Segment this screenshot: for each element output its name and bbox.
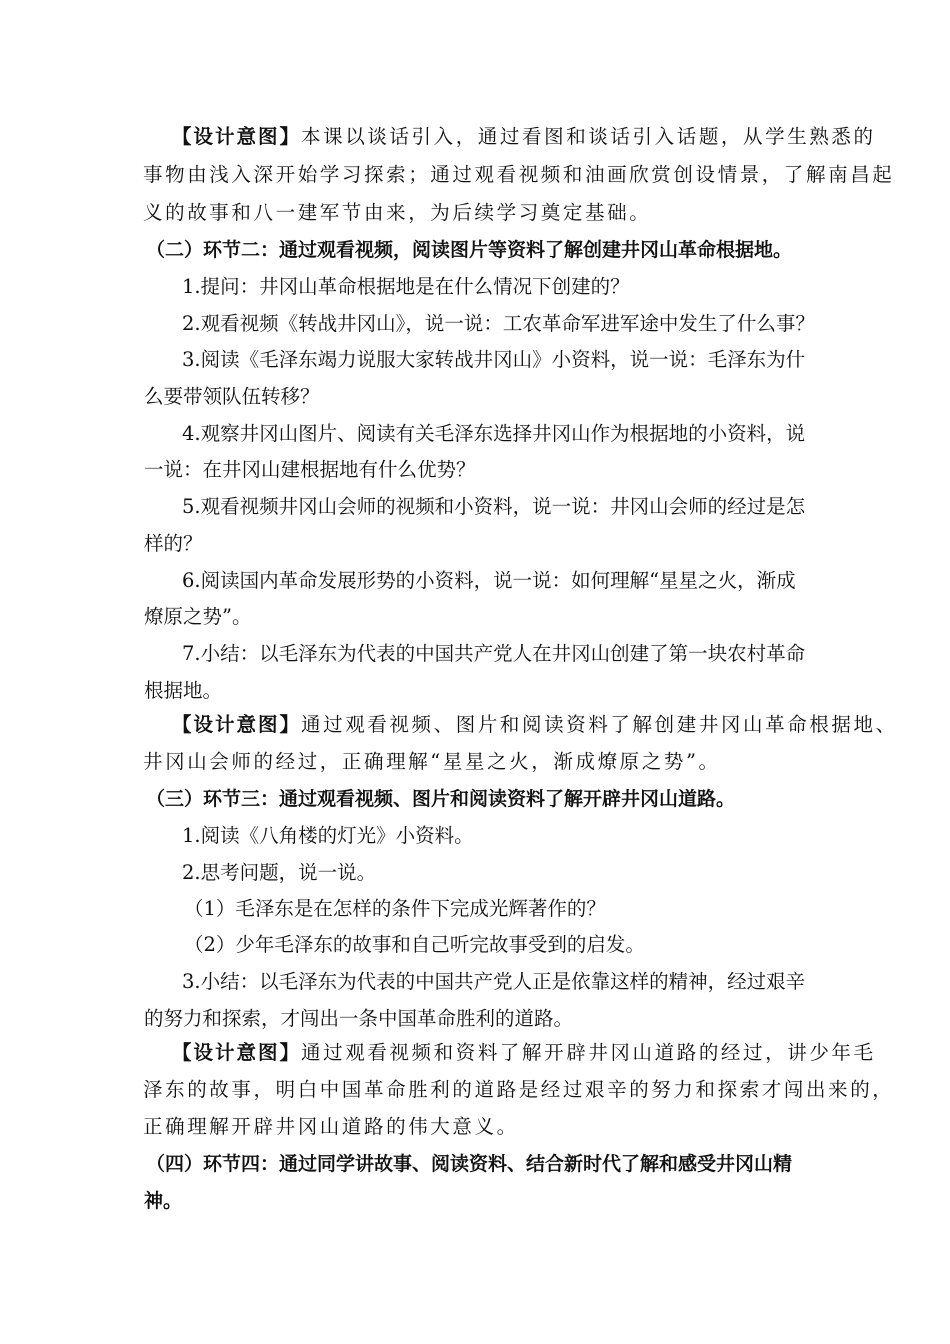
list-item-continuation: 么要带领队伍转移？ [144,385,320,408]
section-heading-2: （二）环节二：通过观看视频，阅读图片等资料了解创建井冈山革命根据地。 [146,239,793,261]
paragraph-line: 泽东的故事，明白中国革命胜利的道路是经过艰辛的努力和探索才闯出来的， [143,1078,895,1101]
section-heading-3: （三）环节三：通过观看视频、图片和阅读资料了解开辟井冈山道路。 [146,788,736,810]
paragraph-line: 井冈山会师的经过，正确理解“星星之火，渐成燎原之势”。 [143,750,721,773]
list-item: 2.观看视频《转战井冈山》，说一说：工农革命军进军途中发生了什么事？ [182,312,815,335]
paragraph-line: 义的故事和八一建军节由来，为后续学习奠定基础。 [143,201,652,224]
list-item-continuation: 一说：在井冈山建根据地有什么优势？ [144,458,476,481]
paragraph-text: 通过观看视频、图片和阅读资料了解创建井冈山革命根据地、 [301,713,898,736]
list-item-continuation: 根据地。 [144,679,223,702]
list-item-continuation: 样的？ [144,532,203,555]
sub-list-item: （1）毛泽东是在怎样的条件下完成光辉著作的？ [184,897,606,920]
paragraph-line: 正确理解开辟井冈山道路的伟大意义。 [143,1115,519,1138]
list-item: 7.小结：以毛泽东为代表的中国共产党人在井冈山创建了第一块农村革命 [182,642,806,665]
paragraph-line: 事物由浅入深开始学习探索；通过观看视频和油画欣赏创设情景，了解南昌起 [143,163,895,186]
list-item: 1.阅读《八角楼的灯光》小资料。 [182,824,474,847]
list-item: 5.观看视频井冈山会师的视频和小资料，说一说：井冈山会师的经过是怎 [182,495,806,518]
list-item: 2.思考问题，说一说。 [182,861,377,884]
list-item-continuation: 的努力和探索，才闯出一条中国革命胜利的道路。 [144,1007,574,1030]
design-intent-paragraph-2 [172,712,898,738]
design-intent-tag: 【设计意图】 [172,125,302,148]
section-heading-4: （四）环节四：通过同学讲故事、阅读资料、结合新时代了解和感受井冈山精 [146,1153,793,1175]
list-item: 3.小结：以毛泽东为代表的中国共产党人正是依靠这样的精神，经过艰辛 [182,970,806,993]
design-intent-paragraph-1 [172,124,876,150]
design-intent-tag: 【设计意图】 [172,1041,302,1064]
list-item-continuation: 燎原之势”。 [144,605,252,628]
section-heading-4-continuation: 神。 [144,1190,183,1212]
design-intent-tag: 【设计意图】 [172,713,302,736]
paragraph-text: 通过观看视频和资料了解开辟井冈山道路的经过，讲少年毛 [301,1041,876,1064]
list-item: 3.阅读《毛泽东竭力说服大家转战井冈山》小资料，说一说：毛泽东为什 [182,348,806,371]
list-item: 1.提问：井冈山革命根据地是在什么情况下创建的？ [182,275,630,298]
paragraph-text: 本课以谈话引入，通过看图和谈话引入话题，从学生熟悉的 [301,125,876,148]
list-item: 4.观察井冈山图片、阅读有关毛泽东选择井冈山作为根据地的小资料，说 [182,422,806,445]
list-item: 6.阅读国内革命发展形势的小资料，说一说：如何理解“星星之火，渐成 [182,569,796,592]
sub-list-item: （2）少年毛泽东的故事和自己听完故事受到的启发。 [184,933,645,956]
design-intent-paragraph-3 [172,1040,876,1066]
